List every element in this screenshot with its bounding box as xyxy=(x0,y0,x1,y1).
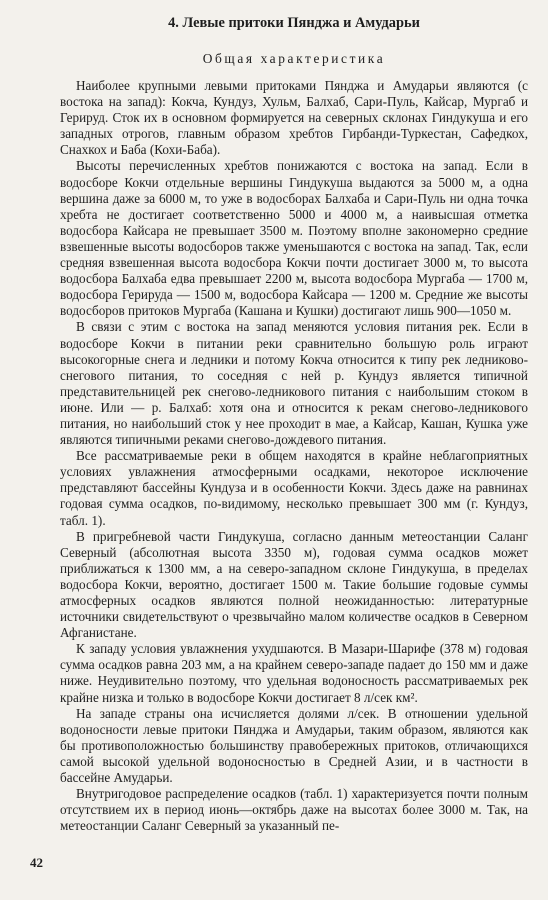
paragraph: К западу условия увлажнения ухудшаются. В Мазари-Шарифе (378 м) годовая сумма осадков равна 203 мм, а на крайнем северо-западе падает до 150 мм и даже ниже. Неудивительно поэтому, что удельная водоносность рассматриваемых рек крайне низка и только в водосборе Кокчи достигает 8 л/сек км². xyxy=(60,641,528,705)
body-text xyxy=(60,78,528,834)
paragraph: В связи с этим с востока на запад меняются условия питания рек. Если в водосборе Кокчи в питании реки сравнительно большую роль играют высокогорные снега и ледники и потому Кокча относится к типу рек ледниково-снегового питания, то соседняя с ней р. Кундуз является типичной представительницей рек снегово-ледникового питания с наибольшим стоком в июне. Или — р. Балхаб: хотя она и относится к рекам снегово-ледникового питания, но наибольший сток у нее проходит в мае, а Кайсар, Кашан, Кушка уже являются типичными реками снегово-дождевого питания. xyxy=(60,319,528,448)
paragraph: Внутригодовое распределение осадков (табл. 1) характеризуется почти полным отсутствием их в период июнь—октябрь даже на высотах более 3000 м. Так, на метеостанции Саланг Северный за указанный пе- xyxy=(60,786,528,834)
paragraph: В пригребневой части Гиндукуша, согласно данным метеостанции Саланг Северный (абсолютная высота 3350 м), годовая сумма осадков может приближаться к 1300 мм, а на северо-западном склоне Гиндукуша, в пределах водосбора Кокчи, вероятно, достигает 1500 м. Такие большие годовые суммы атмосферных осадков являются полной неожиданностью: литературные источники свидетельствуют о чрезвычайно малом количестве осадков в Северном Афганистане. xyxy=(60,528,528,641)
paragraph: На западе страны она исчисляется долями л/сек. В отношении удельной водоносности левые притоки Пянджа и Амударьи, таким образом, являются как бы противоположностью большинству правобережных притоков, отличающихся самой высокой удельной водоносностью в Средней Азии, и в частности в бассейне Амударьи. xyxy=(60,705,528,786)
paragraph: Высоты перечисленных хребтов понижаются с востока на запад. Если в водосборе Кокчи отдельные вершины Гиндукуша выдаются за 5000 м, а одна вершина даже за 6000 м, то уже в водосборах Балхаба и Сари-Пуль ни одна точка хребта не достигает соответственно 5000 и 4000 м, а наивысшая отметка водосбора Кайсара не превышает 3500 м. Поэтому вполне закономерно средние взвешенные высоты водосборов также уменьшаются с востока на запад. Так, если средняя взвешенная высота водосбора Кокчи почти достигает 3000 м, то высота водосбора Балхаба едва превышает 2200 м, высота водосбора Мургаба — 1700 м, водосбора Герируда — 1500 м, водосбора Кайсара — 1200 м. Средние же высоты водосборов притоков Мургаба (Кашана и Кушки) достигают лишь 900—1050 м. xyxy=(60,158,528,319)
paragraph: Все рассматриваемые реки в общем находятся в крайне неблагоприятных условиях увлажнения атмосферными осадками, некоторое исключение представляют бассейны Кундуза и в особенности Кокчи. Здесь даже на равнинах годовая сумма осадков, по-видимому, несколько превышает 300 мм (г. Кундуз, табл. 1). xyxy=(60,448,528,528)
paragraph: Наиболее крупными левыми притоками Пянджа и Амударьи являются (с востока на запад): Кокча, Кундуз, Хульм, Балхаб, Сари-Пуль, Кайсар, Мургаб и Герируд. Сток их в основном формируется на северных склонах Гиндукуша и его западных отрогов, главным образом хребтов Гирбанди-Туркестан, Сафедкох, Снахкох и Баба (Кохи-Баба). xyxy=(60,78,528,158)
page-number: 42 xyxy=(30,855,43,870)
subsection-title: Общая характеристика xyxy=(202,51,386,66)
section-title: 4. Левые притоки Пянджа и Амударьи xyxy=(168,15,420,31)
